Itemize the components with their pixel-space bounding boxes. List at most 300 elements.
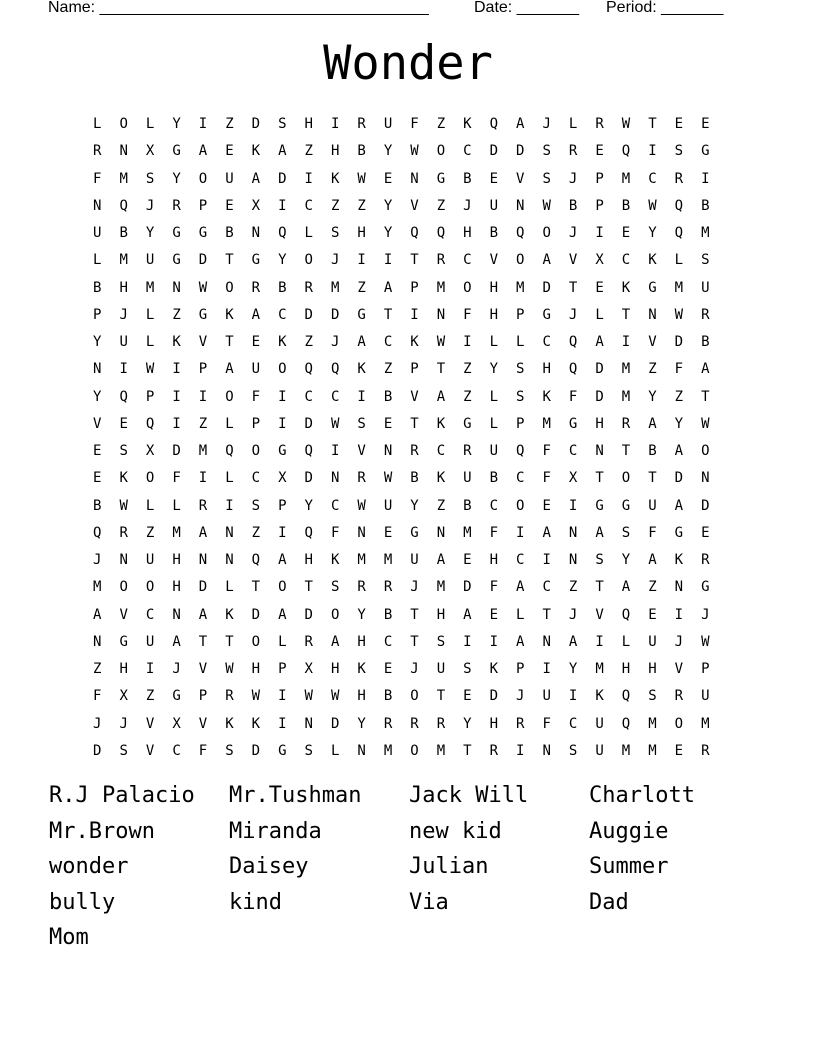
grid-letter[interactable]: Y <box>648 388 657 405</box>
grid-letter[interactable]: Z <box>648 579 657 596</box>
grid-letter[interactable]: N <box>674 579 684 596</box>
grid-letter[interactable]: T <box>410 633 419 650</box>
grid-letter[interactable]: H <box>542 361 551 378</box>
grid-letter[interactable]: C <box>304 197 313 214</box>
grid-letter[interactable]: O <box>278 579 287 596</box>
grid-letter[interactable]: T <box>304 579 313 596</box>
grid-letter[interactable]: P <box>198 361 208 378</box>
grid-letter[interactable]: I <box>489 633 498 650</box>
grid-letter[interactable]: J <box>568 170 578 187</box>
grid-letter[interactable]: W <box>701 415 710 432</box>
grid-letter[interactable]: O <box>304 252 313 269</box>
grid-letter[interactable]: K <box>251 143 261 160</box>
grid-letter[interactable]: S <box>119 742 128 759</box>
grid-letter[interactable]: L <box>621 633 631 650</box>
grid-letter[interactable]: I <box>225 497 234 514</box>
grid-letter[interactable]: B <box>568 197 578 214</box>
grid-letter[interactable]: H <box>436 606 446 623</box>
grid-letter[interactable]: I <box>542 552 551 569</box>
grid-letter[interactable]: C <box>172 742 181 759</box>
grid-letter[interactable]: W <box>304 688 313 705</box>
grid-letter[interactable]: L <box>145 334 155 351</box>
grid-letter[interactable]: H <box>463 225 472 242</box>
grid-letter[interactable]: K <box>436 470 446 487</box>
grid-letter[interactable]: B <box>225 225 234 242</box>
grid-letter[interactable]: A <box>198 606 208 623</box>
grid-letter[interactable]: U <box>648 633 657 650</box>
grid-letter[interactable]: N <box>542 742 551 759</box>
grid-letter[interactable]: Q <box>119 197 128 214</box>
grid-letter[interactable]: B <box>93 497 102 514</box>
grid-letter[interactable]: J <box>568 606 578 623</box>
grid-letter[interactable]: G <box>410 524 419 541</box>
grid-letter[interactable]: V <box>648 334 657 351</box>
grid-letter[interactable]: G <box>172 143 181 160</box>
grid-letter[interactable]: W <box>145 361 155 378</box>
grid-letter[interactable]: W <box>410 143 419 160</box>
grid-letter[interactable]: B <box>119 225 128 242</box>
grid-letter[interactable]: R <box>674 688 684 705</box>
grid-letter[interactable]: W <box>701 633 710 650</box>
grid-letter[interactable]: Q <box>93 524 102 541</box>
grid-letter[interactable]: B <box>489 470 498 487</box>
grid-letter[interactable]: R <box>410 443 419 460</box>
grid-letter[interactable]: L <box>489 334 498 351</box>
grid-letter[interactable]: K <box>251 715 261 732</box>
grid-letter[interactable]: O <box>225 388 234 405</box>
grid-letter[interactable]: S <box>542 170 551 187</box>
grid-letter[interactable]: Q <box>621 688 631 705</box>
grid-letter[interactable]: E <box>701 116 710 133</box>
grid-letter[interactable]: H <box>172 579 181 596</box>
grid-letter[interactable]: M <box>701 225 710 242</box>
grid-letter[interactable]: R <box>304 633 313 650</box>
grid-letter[interactable]: Y <box>489 361 498 378</box>
grid-letter[interactable]: C <box>542 334 551 351</box>
grid-letter[interactable]: S <box>330 579 340 596</box>
grid-letter[interactable]: C <box>145 606 155 623</box>
grid-letter[interactable]: K <box>225 715 234 732</box>
grid-letter[interactable]: K <box>225 306 234 323</box>
grid-letter[interactable]: G <box>119 633 128 650</box>
grid-letter[interactable]: T <box>595 579 604 596</box>
grid-letter[interactable]: Y <box>568 661 578 678</box>
grid-letter[interactable]: A <box>278 552 287 569</box>
grid-letter[interactable]: B <box>701 334 710 351</box>
grid-letter[interactable]: J <box>410 661 419 678</box>
grid-letter[interactable]: A <box>516 633 525 650</box>
grid-letter[interactable]: W <box>648 197 657 214</box>
grid-letter[interactable]: J <box>145 197 155 214</box>
grid-letter[interactable]: C <box>568 715 578 732</box>
grid-letter[interactable]: V <box>489 252 498 269</box>
grid-letter[interactable]: H <box>251 661 261 678</box>
grid-letter[interactable]: E <box>225 143 234 160</box>
grid-letter[interactable]: W <box>357 497 366 514</box>
grid-letter[interactable]: A <box>595 334 604 351</box>
grid-letter[interactable]: M <box>621 742 631 759</box>
grid-letter[interactable]: L <box>172 497 181 514</box>
grid-letter[interactable]: C <box>648 170 657 187</box>
grid-letter[interactable]: X <box>145 443 155 460</box>
grid-letter[interactable]: R <box>410 715 419 732</box>
grid-letter[interactable]: Z <box>357 279 366 296</box>
grid-letter[interactable]: A <box>225 361 234 378</box>
grid-letter[interactable]: A <box>516 579 525 596</box>
grid-letter[interactable]: N <box>119 552 128 569</box>
grid-letter[interactable]: D <box>198 579 208 596</box>
grid-letter[interactable]: X <box>119 688 128 705</box>
grid-letter[interactable]: I <box>357 252 366 269</box>
grid-letter[interactable]: U <box>93 225 102 242</box>
grid-letter[interactable]: D <box>304 606 313 623</box>
grid-letter[interactable]: N <box>304 715 313 732</box>
grid-letter[interactable]: V <box>93 415 102 432</box>
grid-letter[interactable]: U <box>410 552 419 569</box>
grid-letter[interactable]: I <box>278 715 287 732</box>
grid-letter[interactable]: Q <box>516 225 525 242</box>
grid-letter[interactable]: T <box>542 606 551 623</box>
grid-letter[interactable]: C <box>383 633 393 650</box>
grid-letter[interactable]: N <box>383 443 393 460</box>
grid-letter[interactable]: O <box>410 688 419 705</box>
grid-letter[interactable]: Y <box>93 334 102 351</box>
grid-letter[interactable]: K <box>674 552 684 569</box>
grid-letter[interactable]: M <box>463 524 472 541</box>
grid-letter[interactable]: C <box>278 306 287 323</box>
grid-letter[interactable]: M <box>542 415 551 432</box>
grid-letter[interactable]: S <box>278 116 287 133</box>
grid-letter[interactable]: T <box>463 742 472 759</box>
grid-letter[interactable]: W <box>330 688 340 705</box>
grid-letter[interactable]: M <box>621 361 631 378</box>
grid-letter[interactable]: Q <box>304 361 313 378</box>
grid-letter[interactable]: T <box>251 579 261 596</box>
grid-letter[interactable]: S <box>701 252 710 269</box>
grid-letter[interactable]: O <box>436 143 446 160</box>
grid-letter[interactable]: F <box>542 443 551 460</box>
grid-letter[interactable]: I <box>330 443 340 460</box>
grid-letter[interactable]: Z <box>383 361 393 378</box>
grid-letter[interactable]: G <box>568 415 578 432</box>
grid-letter[interactable]: E <box>674 742 684 759</box>
grid-letter[interactable]: Q <box>436 225 446 242</box>
grid-letter[interactable]: R <box>568 143 578 160</box>
grid-letter[interactable]: G <box>701 579 710 596</box>
grid-letter[interactable]: A <box>674 443 684 460</box>
grid-letter[interactable]: Q <box>621 143 631 160</box>
grid-letter[interactable]: C <box>304 388 313 405</box>
grid-letter[interactable]: M <box>621 388 631 405</box>
grid-letter[interactable]: F <box>674 361 684 378</box>
grid-letter[interactable]: S <box>595 552 604 569</box>
grid-letter[interactable]: T <box>621 443 631 460</box>
grid-letter[interactable]: I <box>516 524 525 541</box>
grid-letter[interactable]: D <box>595 388 604 405</box>
grid-letter[interactable]: W <box>357 170 366 187</box>
grid-letter[interactable]: R <box>357 470 366 487</box>
grid-letter[interactable]: P <box>410 361 419 378</box>
grid-letter[interactable]: M <box>621 170 631 187</box>
grid-letter[interactable]: G <box>278 443 287 460</box>
grid-letter[interactable]: O <box>198 170 208 187</box>
grid-letter[interactable]: X <box>568 470 578 487</box>
grid-letter[interactable]: Q <box>621 606 631 623</box>
grid-letter[interactable]: W <box>542 197 551 214</box>
grid-letter[interactable]: M <box>701 715 710 732</box>
grid-letter[interactable]: Q <box>568 361 578 378</box>
grid-letter[interactable]: H <box>489 306 498 323</box>
name-field[interactable]: Name: _____________________________________ <box>48 0 429 16</box>
grid-letter[interactable]: P <box>701 661 710 678</box>
grid-letter[interactable]: B <box>383 606 393 623</box>
grid-letter[interactable]: U <box>145 252 155 269</box>
grid-letter[interactable]: O <box>119 579 128 596</box>
grid-letter[interactable]: L <box>330 742 340 759</box>
grid-letter[interactable]: I <box>145 661 155 678</box>
grid-letter[interactable]: K <box>357 661 366 678</box>
grid-letter[interactable]: O <box>674 715 684 732</box>
grid-letter[interactable]: I <box>568 497 578 514</box>
grid-letter[interactable]: N <box>172 279 181 296</box>
grid-letter[interactable]: O <box>621 470 631 487</box>
grid-letter[interactable]: Z <box>463 361 472 378</box>
grid-letter[interactable]: F <box>489 579 498 596</box>
grid-letter[interactable]: F <box>542 470 551 487</box>
grid-letter[interactable]: B <box>648 443 657 460</box>
grid-letter[interactable]: N <box>701 470 710 487</box>
grid-letter[interactable]: E <box>93 443 102 460</box>
grid-letter[interactable]: M <box>648 715 657 732</box>
grid-letter[interactable]: Y <box>172 170 181 187</box>
grid-letter[interactable]: Q <box>304 524 313 541</box>
grid-letter[interactable]: H <box>330 143 340 160</box>
grid-letter[interactable]: L <box>595 306 604 323</box>
grid-letter[interactable]: N <box>436 524 446 541</box>
grid-letter[interactable]: R <box>119 524 128 541</box>
grid-letter[interactable]: D <box>304 306 313 323</box>
grid-letter[interactable]: M <box>357 552 366 569</box>
grid-letter[interactable]: J <box>93 715 102 732</box>
grid-letter[interactable]: T <box>410 252 419 269</box>
grid-letter[interactable]: C <box>383 334 393 351</box>
grid-letter[interactable]: W <box>383 470 393 487</box>
grid-letter[interactable]: T <box>701 388 710 405</box>
grid-letter[interactable]: Z <box>463 388 472 405</box>
grid-letter[interactable]: I <box>516 742 525 759</box>
grid-letter[interactable]: R <box>436 252 446 269</box>
grid-letter[interactable]: W <box>251 688 261 705</box>
grid-letter[interactable]: E <box>383 524 393 541</box>
grid-letter[interactable]: K <box>278 334 287 351</box>
grid-letter[interactable]: D <box>93 742 102 759</box>
grid-letter[interactable]: W <box>225 661 234 678</box>
grid-letter[interactable]: A <box>674 497 684 514</box>
grid-letter[interactable]: W <box>436 334 446 351</box>
grid-letter[interactable]: Y <box>383 225 393 242</box>
grid-letter[interactable]: K <box>172 334 181 351</box>
grid-letter[interactable]: Z <box>225 116 234 133</box>
grid-letter[interactable]: P <box>516 306 525 323</box>
grid-letter[interactable]: U <box>119 334 128 351</box>
grid-letter[interactable]: S <box>621 524 631 541</box>
grid-letter[interactable]: V <box>568 252 578 269</box>
grid-letter[interactable]: I <box>383 252 393 269</box>
grid-letter[interactable]: H <box>119 661 128 678</box>
grid-letter[interactable]: O <box>516 252 525 269</box>
grid-letter[interactable]: I <box>198 116 208 133</box>
grid-letter[interactable]: I <box>410 306 419 323</box>
grid-letter[interactable]: N <box>357 742 366 759</box>
grid-letter[interactable]: S <box>516 388 525 405</box>
grid-letter[interactable]: G <box>542 306 551 323</box>
grid-letter[interactable]: T <box>568 279 578 296</box>
grid-letter[interactable]: Q <box>516 443 525 460</box>
grid-letter[interactable]: E <box>674 116 684 133</box>
grid-letter[interactable]: C <box>330 388 340 405</box>
grid-letter[interactable]: R <box>225 688 234 705</box>
grid-letter[interactable]: D <box>330 715 340 732</box>
grid-letter[interactable]: R <box>701 306 710 323</box>
grid-letter[interactable]: I <box>278 197 287 214</box>
grid-letter[interactable]: M <box>436 279 446 296</box>
grid-letter[interactable]: S <box>674 143 684 160</box>
grid-letter[interactable]: N <box>595 443 604 460</box>
grid-letter[interactable]: M <box>648 742 657 759</box>
grid-letter[interactable]: J <box>542 116 551 133</box>
grid-letter[interactable]: M <box>172 524 181 541</box>
grid-letter[interactable]: Z <box>304 143 313 160</box>
grid-letter[interactable]: N <box>542 633 551 650</box>
grid-letter[interactable]: D <box>674 470 684 487</box>
grid-letter[interactable]: A <box>621 579 631 596</box>
grid-letter[interactable]: V <box>198 334 208 351</box>
grid-letter[interactable]: N <box>516 197 525 214</box>
grid-letter[interactable]: L <box>145 116 155 133</box>
grid-letter[interactable]: T <box>225 633 234 650</box>
grid-letter[interactable]: I <box>278 415 287 432</box>
grid-letter[interactable]: Z <box>648 361 657 378</box>
grid-letter[interactable]: U <box>542 688 551 705</box>
grid-letter[interactable]: N <box>93 633 102 650</box>
grid-letter[interactable]: K <box>648 252 657 269</box>
grid-letter[interactable]: M <box>119 170 128 187</box>
grid-letter[interactable]: J <box>93 552 102 569</box>
grid-letter[interactable]: T <box>410 606 419 623</box>
grid-letter[interactable]: E <box>542 497 551 514</box>
grid-letter[interactable]: O <box>542 225 551 242</box>
grid-letter[interactable]: T <box>225 252 234 269</box>
grid-letter[interactable]: C <box>330 497 340 514</box>
grid-letter[interactable]: N <box>436 306 446 323</box>
grid-letter[interactable]: A <box>251 170 261 187</box>
grid-letter[interactable]: T <box>198 633 208 650</box>
grid-letter[interactable]: E <box>383 170 393 187</box>
grid-letter[interactable]: I <box>463 633 472 650</box>
grid-letter[interactable]: Z <box>93 661 102 678</box>
grid-letter[interactable]: Z <box>357 197 366 214</box>
grid-letter[interactable]: F <box>568 388 578 405</box>
grid-letter[interactable]: G <box>172 225 181 242</box>
grid-letter[interactable]: D <box>595 361 604 378</box>
grid-letter[interactable]: M <box>383 552 393 569</box>
grid-letter[interactable]: Q <box>119 388 128 405</box>
grid-letter[interactable]: P <box>516 661 525 678</box>
grid-letter[interactable]: E <box>383 661 393 678</box>
grid-letter[interactable]: V <box>145 715 155 732</box>
grid-letter[interactable]: A <box>568 633 578 650</box>
grid-letter[interactable]: V <box>595 606 604 623</box>
grid-letter[interactable]: R <box>383 715 393 732</box>
grid-letter[interactable]: N <box>357 524 366 541</box>
grid-letter[interactable]: D <box>304 415 313 432</box>
grid-letter[interactable]: H <box>330 661 340 678</box>
grid-letter[interactable]: B <box>278 279 287 296</box>
grid-letter[interactable]: S <box>568 742 578 759</box>
grid-letter[interactable]: H <box>648 661 657 678</box>
grid-letter[interactable]: T <box>648 470 657 487</box>
grid-letter[interactable]: X <box>145 143 155 160</box>
grid-letter[interactable]: G <box>278 742 287 759</box>
grid-letter[interactable]: Q <box>278 225 287 242</box>
grid-letter[interactable]: F <box>251 388 261 405</box>
grid-letter[interactable]: R <box>251 279 261 296</box>
grid-letter[interactable]: O <box>410 742 419 759</box>
grid-letter[interactable]: D <box>330 306 340 323</box>
grid-letter[interactable]: A <box>516 116 525 133</box>
grid-letter[interactable]: C <box>568 443 578 460</box>
grid-letter[interactable]: T <box>595 470 604 487</box>
grid-letter[interactable]: R <box>595 116 604 133</box>
grid-letter[interactable]: X <box>304 661 313 678</box>
grid-letter[interactable]: H <box>489 279 498 296</box>
grid-letter[interactable]: W <box>198 279 208 296</box>
grid-letter[interactable]: I <box>304 170 313 187</box>
grid-letter[interactable]: L <box>304 225 313 242</box>
grid-letter[interactable]: S <box>357 415 366 432</box>
grid-letter[interactable]: C <box>251 470 261 487</box>
grid-letter[interactable]: U <box>489 443 498 460</box>
grid-letter[interactable]: U <box>489 197 498 214</box>
grid-letter[interactable]: N <box>410 170 419 187</box>
grid-letter[interactable]: A <box>701 361 710 378</box>
grid-letter[interactable]: Y <box>410 497 419 514</box>
grid-letter[interactable]: O <box>251 443 261 460</box>
grid-letter[interactable]: G <box>198 306 208 323</box>
grid-letter[interactable]: J <box>119 306 128 323</box>
grid-letter[interactable]: X <box>595 252 604 269</box>
grid-letter[interactable]: Q <box>145 415 155 432</box>
grid-letter[interactable]: R <box>516 715 525 732</box>
grid-letter[interactable]: D <box>542 279 551 296</box>
grid-letter[interactable]: M <box>145 279 155 296</box>
grid-letter[interactable]: J <box>516 688 525 705</box>
grid-letter[interactable]: F <box>463 306 472 323</box>
grid-letter[interactable]: M <box>93 579 102 596</box>
grid-letter[interactable]: O <box>145 470 155 487</box>
grid-letter[interactable]: I <box>595 225 604 242</box>
grid-letter[interactable]: J <box>568 306 578 323</box>
grid-letter[interactable]: E <box>489 170 498 187</box>
grid-letter[interactable]: U <box>463 470 472 487</box>
grid-letter[interactable]: I <box>198 470 208 487</box>
grid-letter[interactable]: B <box>410 470 419 487</box>
grid-letter[interactable]: A <box>93 606 102 623</box>
grid-letter[interactable]: G <box>463 415 472 432</box>
grid-letter[interactable]: I <box>330 116 340 133</box>
grid-letter[interactable]: K <box>436 415 446 432</box>
grid-letter[interactable]: I <box>568 688 578 705</box>
